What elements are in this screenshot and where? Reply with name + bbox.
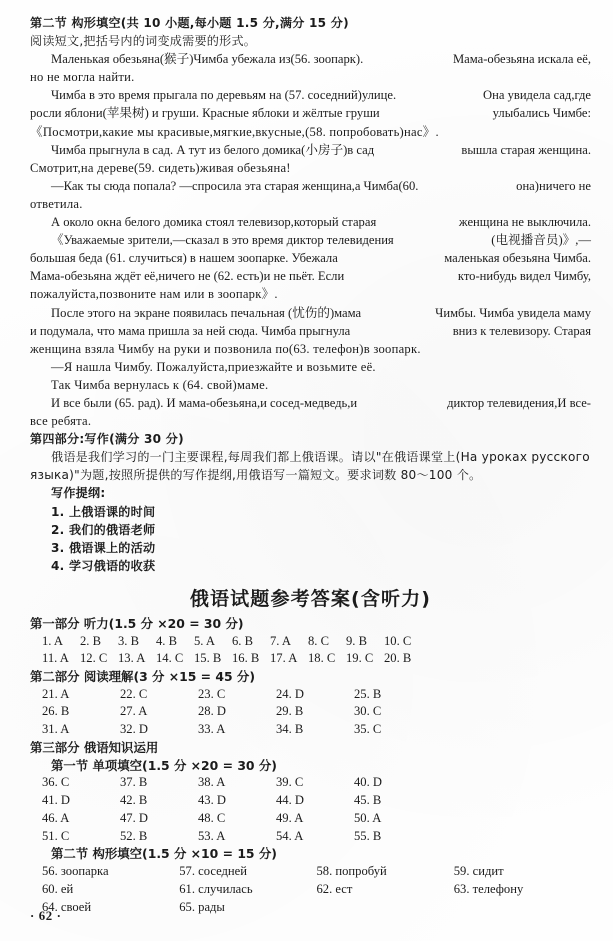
writing-section: [30, 430, 591, 575]
passage-line: пожалуйста,позвоните нам или в зоопарк》.: [30, 287, 278, 302]
answer-key: [30, 615, 591, 917]
passage-line: Чимба в это время прыгала по деревьям на (57. соседний)улице. Она увидела сад,где: [51, 88, 591, 103]
answer-part3-heading: 第三部分 俄语知识运用: [30, 740, 159, 756]
answer-row: 41. D 42. B 43. D 44. D 45. B: [42, 793, 382, 808]
answer-key-title: 俄语试题参考答案(含听力): [189, 587, 432, 610]
passage-line: Мама-обезьяна ждёт её,ничего не (62. есть)и не пьёт. Если кто-нибудь видел Чимбу,: [30, 269, 591, 284]
writing-outline-item: 2. 我们的俄语老师: [51, 522, 156, 537]
passage-line: 《Посмотри,какие мы красивые,мягкие,вкусные,(58. попробовать)нас》.: [30, 124, 439, 139]
answer-part2-heading: 第二部分 阅读理解(3 分 ×15 = 45 分): [30, 669, 255, 685]
passage-line: После этого на экране появилась печальная (忧伤的)мама Чимбы. Чимба увидела маму: [51, 305, 591, 320]
answer-row: 60. ей 61. случилась 62. ест 63. телефону: [42, 881, 524, 896]
writing-section-heading: 第四部分:写作(满分 30 分): [30, 432, 184, 447]
passage-line: и подумала, что мама пришла за ней сюда. Чимба прыгнула вниз к телевизору. Старая: [30, 323, 591, 338]
answer-part1-heading: 第一部分 听力(1.5 分 ×20 = 30 分): [30, 615, 244, 631]
writing-outline-item: 3. 俄语课上的活动: [51, 540, 156, 555]
passage-line: Смотрит,на дереве(59. сидеть)живая обезьяна!: [30, 160, 291, 175]
answer-row: 26. B 27. A 28. D 29. B 30. C: [42, 704, 382, 719]
passage-line: Маленькая обезьяна(猴子)Чимба убежала из(56. зоопарк). Мама-обезьяна искала её,: [51, 52, 591, 67]
answer-row: 64. своей 65. рады: [42, 899, 225, 914]
passage-line: Чимба прыгнула в сад. А тут из белого домика(小房子)в сад вышла старая женщина.: [51, 142, 591, 157]
answer-row: 1. A 2. B 3. B 4. B 5. A 6. B 7. A 8. C 9. B 10. C: [42, 633, 412, 648]
passage-line: И все были (65. рад). И мама-обезьяна,и сосед-медведь,и диктор телевидения,И все-: [51, 395, 591, 410]
cloze-section-heading: 第二节 构形填空(共 10 小题,每小题 1.5 分,满分 15 分): [30, 16, 349, 30]
answer-row: 56. зоопарка 57. соседней 58. попробуй 59. сидит: [42, 864, 504, 879]
passage-line: но не могла найти.: [30, 70, 135, 85]
passage-line: Так Чимба вернулась к (64. свой)маме.: [51, 377, 269, 392]
passage-line: женщина взяла Чимбу на руки и позвонила по(63. телефон)в зоопарк.: [30, 341, 421, 356]
writing-prompt-line: языка)"为题,按照所提供的写作提纲,用俄语写一篇短文。要求词数 80～100 个。: [30, 468, 482, 483]
passage-line: —Я нашла Чимбу. Пожалуйста,приезжайте и возьмите её.: [51, 359, 376, 374]
answer-row: 36. C 37. B 38. A 39. C 40. D: [42, 775, 382, 790]
passage-line: 《Уважаемые зрители,—сказал в это время диктор телевидения (电视播音员)》,—: [51, 233, 591, 248]
answer-row: 46. A 47. D 48. C 49. A 50. A: [42, 810, 382, 825]
answer-row: 31. A 32. D 33. A 34. B 35. C: [42, 722, 382, 737]
passage-line: росли яблони(苹果树) и груши. Красные яблоки и жёлтые груши улыбались Чимбе:: [30, 106, 591, 121]
passage-line: все ребята.: [30, 414, 92, 429]
answer-row: 11. A 12. C 13. A 14. C 15. B 16. B 17. A 18. C 19. C 20. B: [42, 651, 412, 666]
cloze-instruction: 阅读短文,把括号内的词变成需要的形式。: [30, 34, 257, 49]
writing-outline-item: 1. 上俄语课的时间: [51, 504, 156, 519]
reading-passage: [30, 50, 591, 430]
answer-part3-sub1-heading: 第一节 单项填空(1.5 分 ×20 = 30 分): [51, 757, 277, 773]
writing-outline-title: 写作提纲:: [51, 486, 106, 501]
passage-line: большая беда (61. случиться) в нашем зоопарке. Убежала маленькая обезьяна Чимба.: [30, 251, 591, 266]
passage-line: А около окна белого домика стоял телевизор,который старая женщина не выключила.: [51, 215, 591, 230]
passage-line: ответила.: [30, 196, 83, 211]
page-number: · 62 ·: [30, 909, 62, 923]
writing-outline-item: 4. 学习俄语的收获: [51, 558, 156, 573]
answer-row: 21. A 22. C 23. C 24. D 25. B: [42, 686, 382, 701]
writing-prompt-line: 俄语是我们学习的一门主要课程,每周我们都上俄语课。请以"在俄语课堂上(На уроках русского: [51, 450, 590, 465]
passage-line: —Как ты сюда попала? —спросила эта старая женщина,а Чимба(60. она)ничего не: [51, 178, 591, 193]
answer-part3-sub2-heading: 第二节 构形填空(1.5 分 ×10 = 15 分): [51, 846, 277, 862]
answer-row: 51. C 52. B 53. A 54. A 55. B: [42, 828, 382, 843]
